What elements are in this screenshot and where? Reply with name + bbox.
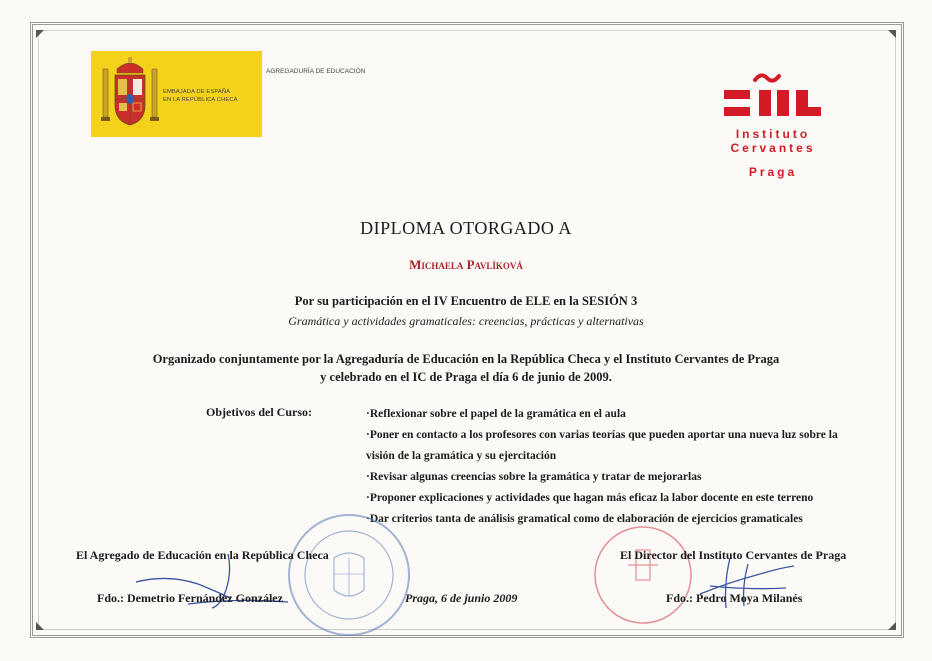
objectives-label: Objetivos del Curso: — [206, 405, 312, 419]
cervantes-name-line: Cervantes — [730, 141, 816, 155]
corner-ornament-bottom-right — [888, 622, 896, 630]
place-and-date: Praga, 6 de junio 2009 — [405, 591, 518, 605]
embassy-seal-stamp-icon — [284, 510, 414, 640]
participation-line: Por su participación en el IV Encuentro de ELE en la SESIÓN 3 — [294, 294, 638, 308]
objectives-list — [366, 404, 876, 530]
cervantes-name — [718, 127, 828, 155]
organization-statement — [0, 350, 932, 386]
left-signatory-title: El Agregado de Educación en la República Checa — [76, 548, 329, 562]
recipient-name: Michaela Pavlíková — [409, 257, 523, 272]
right-signatory-title: El Director del Instituto Cervantes de Praga — [620, 548, 847, 562]
organization-line: Organizado conjuntamente por la Agregaduría de Educación en la República Checa y el Instituto Cervantes de Praga — [152, 352, 780, 366]
objective-item-continuation: visión de la gramática y su ejercitación — [366, 450, 557, 462]
right-signatory-name: Fdo.: Pedro Moya Milanés — [666, 591, 803, 605]
cervantes-seal-stamp-icon — [588, 520, 698, 630]
objective-item: ·Dar criterios tanta de análisis gramatical como de elaboración de ejercicios gramaticales — [366, 513, 803, 525]
organization-line: y celebrado en el IC de Praga el día 6 de junio de 2009. — [320, 370, 612, 384]
corner-ornament-top-left — [36, 30, 44, 38]
embassy-line: EMBAJADA DE ESPAÑA — [163, 89, 231, 95]
objective-item: ·Proponer explicaciones y actividades que hagan más eficaz la labor docente en este terreno — [366, 492, 814, 504]
cervantes-city: Praga — [748, 165, 798, 179]
diploma-title: DIPLOMA OTORGADO A — [360, 218, 572, 238]
corner-ornament-top-right — [888, 30, 896, 38]
embassy-name — [163, 88, 238, 104]
spain-coat-of-arms-icon — [99, 55, 161, 135]
cervantes-name-line: Instituto — [735, 127, 811, 141]
session-subtitle: Gramática y actividades gramaticales: creencias, prácticas y alternativas — [288, 314, 644, 328]
left-signatory-name: Fdo.: Demetrio Fernández González — [97, 591, 283, 605]
embassy-logo — [91, 51, 262, 137]
agregaduria-label: AGREGADURÍA DE EDUCACIÓN — [266, 68, 366, 75]
objective-item: ·Reflexionar sobre el papel de la gramática en el aula — [366, 408, 626, 420]
objective-item: ·Poner en contacto a los profesores con varias teorías que pueden aportar una nueva luz sobre la — [366, 429, 838, 441]
instituto-cervantes-logo-icon — [718, 70, 828, 126]
corner-ornament-bottom-left — [36, 622, 44, 630]
embassy-line: EN LA REPÚBLICA CHECA — [163, 97, 238, 103]
objective-item: ·Revisar algunas creencias sobre la gramática y tratar de mejorarlas — [366, 471, 702, 483]
